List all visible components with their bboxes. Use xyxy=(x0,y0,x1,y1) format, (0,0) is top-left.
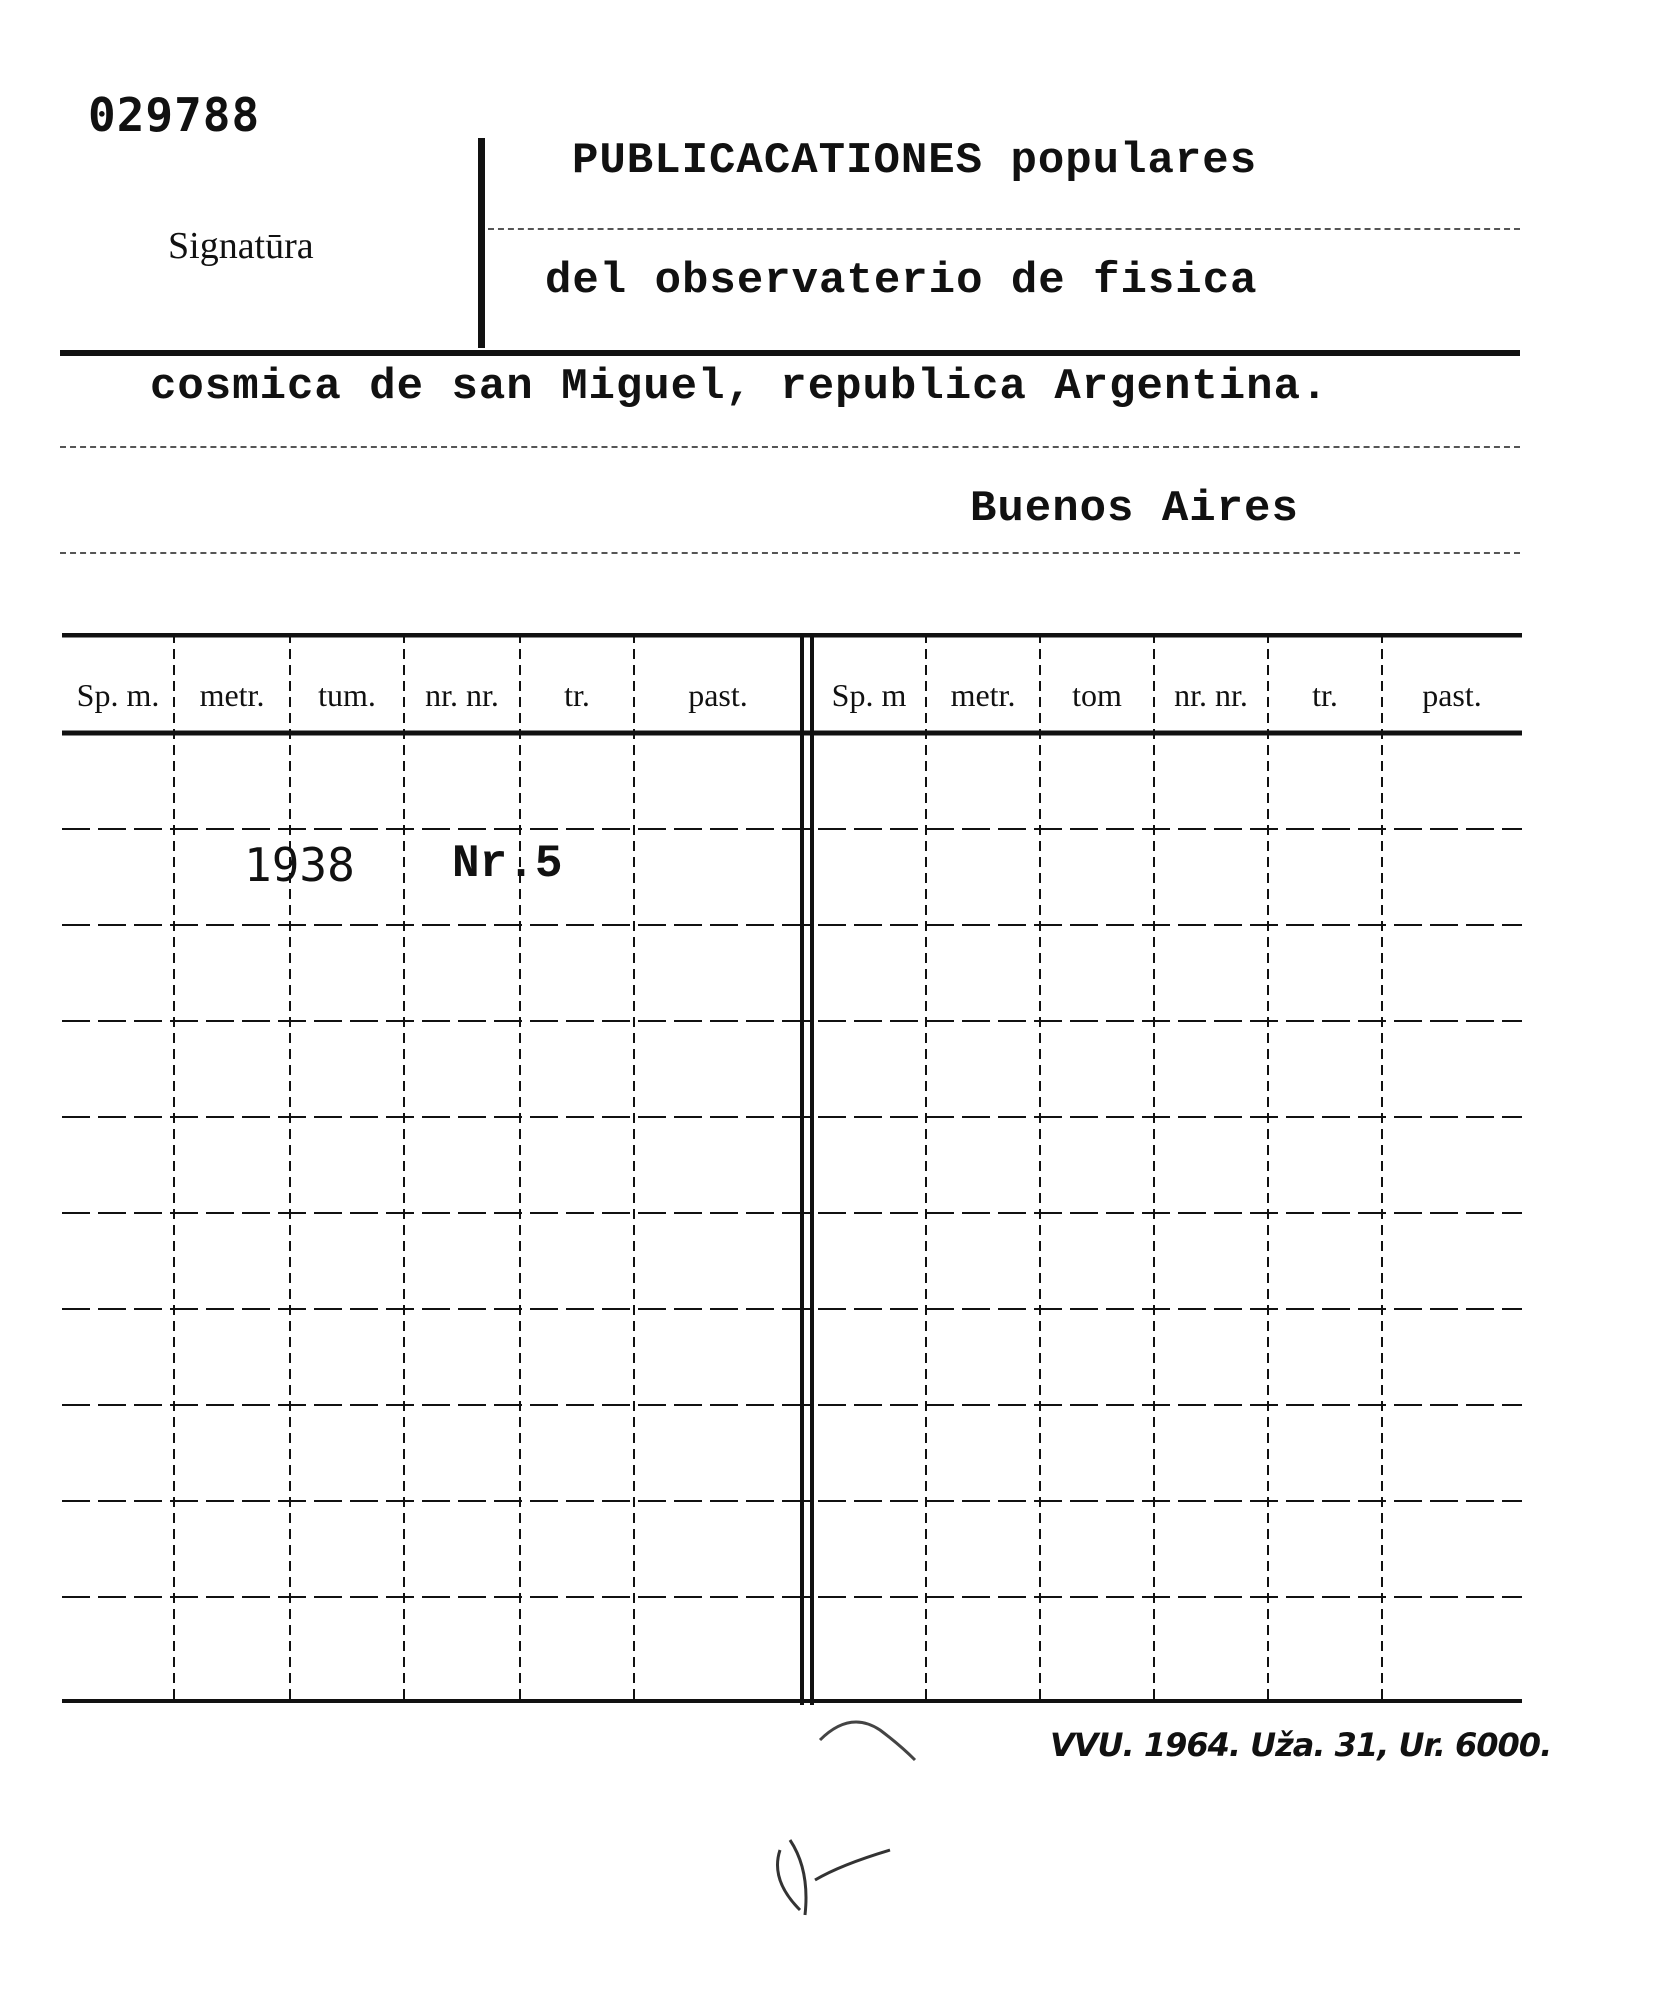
pencil-mark-1 xyxy=(810,1700,930,1780)
header-tr-left: tr. xyxy=(564,677,590,713)
title-rule-3 xyxy=(60,552,1520,554)
signature-number: 029788 xyxy=(88,88,261,142)
header-thick-rule xyxy=(60,350,1520,356)
header-sp-m-left: Sp. m. xyxy=(76,677,160,713)
title-line-4: Buenos Aires xyxy=(970,484,1299,534)
header-tom-right: tom xyxy=(1072,677,1122,713)
entry-number: Nr.5 xyxy=(452,838,563,890)
pencil-mark-2 xyxy=(760,1820,910,1930)
header-sp-m-right: Sp. m xyxy=(831,677,907,713)
header-tr-right: tr. xyxy=(1312,677,1338,713)
title-line-3: cosmica de san Miguel, republica Argentina. xyxy=(150,362,1329,412)
header-nr-nr-left: nr. nr. xyxy=(425,677,499,713)
header-metr-left: metr. xyxy=(199,677,265,713)
title-rule-1 xyxy=(488,228,1520,230)
title-line-2: del observaterio de fisica xyxy=(545,256,1258,306)
holdings-table xyxy=(62,633,1522,1705)
header-past-right: past. xyxy=(1422,677,1482,713)
header-nr-nr-right: nr. nr. xyxy=(1174,677,1248,713)
print-note: VVU. 1964. Uža. 31, Ur. 6000. xyxy=(1050,1726,1552,1764)
table-grid-lines xyxy=(62,633,1522,1705)
entry-year: 1938 xyxy=(244,838,355,892)
header-tom-left: tum. xyxy=(318,677,376,713)
header-divider xyxy=(478,138,485,348)
header-metr-right: metr. xyxy=(950,677,1016,713)
title-line-1: PUBLICACATIONES populares xyxy=(572,136,1258,186)
signature-label: Signatūra xyxy=(168,225,314,267)
title-rule-2 xyxy=(60,446,1520,448)
header-past-left: past. xyxy=(688,677,748,713)
